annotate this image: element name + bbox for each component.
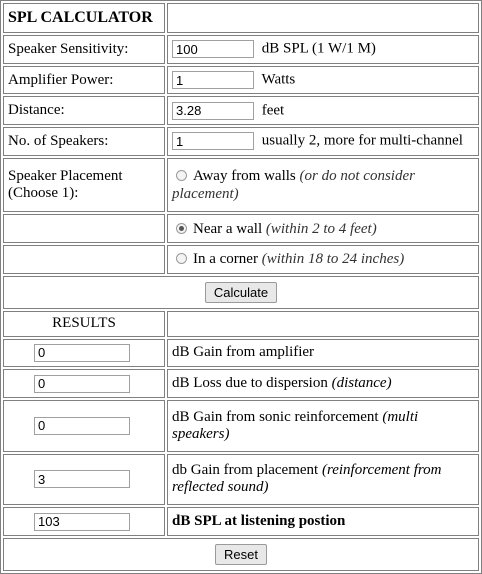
sonic-gain-label: dB Gain from sonic reinforcement <box>172 408 379 425</box>
sensitivity-label: Speaker Sensitivity: <box>3 35 165 64</box>
radio-corner[interactable] <box>176 253 187 264</box>
title-spacer <box>167 3 479 33</box>
placement-option-wall[interactable] <box>167 214 479 243</box>
calculate-row <box>3 276 479 309</box>
distance-label: Distance: <box>3 96 165 125</box>
placement-label-line2: (Choose 1): <box>8 185 79 201</box>
calculate-button[interactable]: Calculate <box>205 282 277 303</box>
speakers-input[interactable] <box>172 132 254 150</box>
placement-spacer-1 <box>3 214 165 243</box>
amp-gain-label: dB Gain from amplifier <box>167 339 479 368</box>
reset-button[interactable]: Reset <box>215 544 267 565</box>
results-header: RESULTS <box>3 311 165 337</box>
placement-away-label: Away from walls <box>193 168 296 184</box>
placement-away-note: (or do not consider placement) <box>172 168 415 202</box>
placement-corner-note: (within 18 to 24 inches) <box>261 251 405 268</box>
distance-unit: feet <box>261 102 285 119</box>
power-input[interactable] <box>172 71 254 89</box>
distance-input[interactable] <box>172 102 254 120</box>
amp-gain-output[interactable] <box>34 344 130 362</box>
speakers-label: No. of Speakers: <box>3 127 165 156</box>
placement-spacer-2 <box>3 245 165 274</box>
sonic-gain-note: (multi speakers) <box>172 408 419 442</box>
spl-output[interactable] <box>34 513 130 531</box>
results-spacer <box>167 311 479 337</box>
placement-wall-note: (within 2 to 4 feet) <box>265 220 377 237</box>
dispersion-loss-label: dB Loss due to dispersion <box>172 375 328 392</box>
power-label: Amplifier Power: <box>3 66 165 95</box>
placement-label-line1: Speaker Placement <box>8 168 123 184</box>
placement-gain-output[interactable] <box>34 470 130 488</box>
spl-label: dB SPL at listening postion <box>167 507 479 536</box>
placement-option-away[interactable] <box>167 158 479 213</box>
dispersion-loss-note: (distance) <box>331 375 392 392</box>
power-unit: Watts <box>261 71 296 88</box>
sensitivity-unit: dB SPL (1 W/1 M) <box>261 40 376 57</box>
dispersion-loss-output[interactable] <box>34 375 130 393</box>
placement-gain-note: (reinforcement from reflected sound) <box>172 462 442 496</box>
speakers-unit: usually 2, more for multi-channel <box>261 132 463 149</box>
placement-option-corner[interactable] <box>167 245 479 274</box>
calculator-title: SPL CALCULATOR <box>3 3 165 33</box>
sonic-gain-output[interactable] <box>34 417 130 435</box>
placement-wall-label: Near a wall <box>193 220 263 237</box>
sensitivity-input[interactable] <box>172 40 254 58</box>
placement-corner-label: In a corner <box>193 251 258 268</box>
reset-row <box>3 538 479 571</box>
placement-label <box>3 158 165 213</box>
placement-gain-label: db Gain from placement <box>172 462 319 479</box>
radio-away[interactable] <box>176 170 187 181</box>
radio-wall[interactable] <box>176 223 187 234</box>
